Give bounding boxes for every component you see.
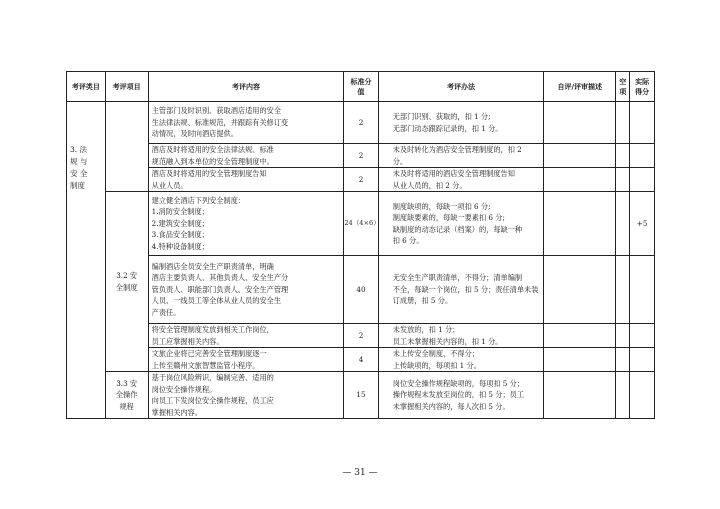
header-score: 标准分值 (344, 72, 378, 102)
self-eval-cell[interactable] (544, 168, 616, 192)
score-cell: 24（4×6） (344, 192, 378, 256)
text-line: 动情况，及时向酒店提供。 (151, 129, 238, 139)
text-line: 3. 法 (70, 145, 88, 154)
text-line: 上传缺项的，每项扣 1 分。 (392, 360, 481, 370)
item-cell (105, 192, 148, 372)
method-cell (378, 192, 544, 256)
table-row (67, 102, 655, 144)
text-line: 规程 (119, 401, 134, 411)
text-line: 缺制度的动态记录（档案）的，每缺一种 (392, 224, 523, 234)
text-line: 主管部门及时识别、获取酒店适用的安全 (151, 106, 282, 116)
empty-item-cell[interactable] (616, 256, 630, 324)
text-line: 酒店主要负责人、其他负责人、安全生产分 (151, 273, 289, 283)
text-line: 制度 (70, 181, 85, 190)
text-line: 3.2 安 (116, 271, 138, 280)
self-eval-cell[interactable] (544, 372, 616, 419)
text-line: 生法律法规、标准规范，并跟踪有关修订变 (151, 117, 289, 127)
page-number: — 31 — (342, 468, 378, 478)
text-line: 操作规程未发放至岗位的，扣 5 分；员工 (392, 390, 525, 400)
content-cell (148, 324, 344, 348)
method-cell (378, 102, 544, 144)
content-cell (148, 348, 344, 372)
item-cell (105, 372, 148, 419)
text-line: 酒店及时将适用的安全法律法规、标准 (151, 145, 274, 154)
empty-item-cell[interactable] (616, 168, 630, 192)
text-line: 上传至赣州文旅智慧监管小程序。 (151, 360, 260, 370)
content-cell (148, 192, 344, 256)
text-line: 未掌握相关内容的，每人次扣 5 分。 (392, 401, 510, 411)
text-line: 人员、一线员工等全体从业人员的安全生 (151, 296, 282, 306)
empty-item-cell[interactable] (616, 192, 630, 256)
empty-item-cell[interactable] (616, 324, 630, 348)
self-eval-cell[interactable] (544, 324, 616, 348)
text-line: 岗位安全操作规程缺项的，每项扣 5 分； (392, 378, 525, 388)
score-cell: 2 (344, 102, 378, 144)
self-eval-cell[interactable] (544, 192, 616, 256)
table-row (67, 348, 655, 372)
actual-score-cell[interactable] (630, 372, 655, 419)
text-line: 3.食品安全制度； (151, 230, 209, 240)
header-content: 考评内容 (148, 72, 344, 102)
content-cell (148, 168, 344, 192)
text-line: 无部门识别、获取的，扣 1 分; (392, 112, 491, 121)
table-row (67, 256, 655, 324)
text-line: 建立健全酒店下列安全制度： (151, 195, 246, 205)
actual-score-cell[interactable] (630, 348, 655, 372)
text-line: 编制酒店全员安全生产职责清单，明确 (151, 261, 274, 271)
text-line: 无部门动态跟踪记录的，扣 1 分。 (392, 123, 503, 133)
text-line: 安 全 (70, 169, 88, 178)
table-row (67, 168, 655, 192)
empty-item-cell[interactable] (616, 102, 630, 144)
text-line: 员工应掌握相关内容。 (151, 336, 224, 346)
actual-score-cell[interactable] (630, 168, 655, 192)
score-cell: 2 (344, 144, 378, 168)
text-line: 制度缺要素的，每缺一要素扣 6 分; (392, 213, 505, 222)
text-line: 未上传安全制度，不得分； (392, 349, 479, 358)
text-line: 规 与 (70, 157, 88, 166)
text-line: 不全，每缺一个岗位，扣 5 分；责任清单未装 (392, 284, 539, 294)
score-cell: 2 (344, 324, 378, 348)
actual-score-cell[interactable] (630, 256, 655, 324)
text-line: 订成册，扣 5 分。 (392, 296, 453, 306)
text-line: 管负责人、职能部门负责人、安全生产管理 (151, 284, 289, 294)
self-eval-cell[interactable] (544, 256, 616, 324)
text-line: 3.3 安 (116, 378, 138, 388)
method-cell (378, 168, 544, 192)
text-line: 从业人员的，扣 2 分。 (392, 180, 467, 190)
method-cell (378, 372, 544, 419)
content-cell (148, 256, 344, 324)
method-cell (378, 348, 544, 372)
text-line: 规范融入到本单位的安全管理制度中。 (151, 156, 274, 166)
text-line: 未及时转化为酒店安全管理制度的，扣 2 (392, 145, 522, 154)
text-line: 产责任。 (151, 307, 181, 317)
text-line: 分。 (392, 156, 408, 166)
self-eval-cell[interactable] (544, 144, 616, 168)
text-line: 全操作 (115, 390, 138, 400)
evaluation-table (66, 71, 655, 419)
text-line: 扣 6 分。 (392, 236, 424, 245)
text-line: 制度缺项的，每缺一项扣 6 分; (392, 201, 491, 211)
score-cell: 15 (344, 372, 378, 419)
content-cell (148, 372, 344, 419)
table-body (67, 102, 655, 419)
empty-item-cell[interactable] (616, 348, 630, 372)
method-cell (378, 144, 544, 168)
header-method: 考评办法 (378, 72, 544, 102)
score-cell: 2 (344, 168, 378, 192)
self-eval-cell[interactable] (544, 102, 616, 144)
actual-score-cell[interactable] (630, 144, 655, 168)
text-line: 掌握相关内容。 (151, 407, 202, 417)
text-line: 2.建筑安全制度； (151, 218, 209, 228)
text-line: 向员工下发岗位安全操作规程，员工应 (151, 396, 274, 405)
method-cell (378, 256, 544, 324)
table-row (67, 372, 655, 419)
text-line: 酒店及时将适用的安全管理制度告知 (151, 169, 267, 178)
empty-item-cell[interactable] (616, 144, 630, 168)
self-eval-cell[interactable] (544, 348, 616, 372)
table-row (67, 144, 655, 168)
content-cell (148, 102, 344, 144)
table-row (67, 324, 655, 348)
method-cell (378, 324, 544, 348)
text-line: 未发放的，扣 1 分； (392, 325, 460, 334)
text-line: 文旅企业将已完善安全管理制度逐一 (151, 349, 267, 358)
text-line: 全制度 (115, 282, 138, 292)
actual-score-cell[interactable]: +5 (630, 192, 655, 256)
text-line: 1.消防安全制度； (151, 207, 209, 217)
text-line: 4.特种设备制度； (151, 241, 209, 251)
text-line: 从业人员。 (151, 180, 188, 190)
header-actual: 实际得分 (630, 72, 655, 102)
text-line: 基于岗位风险辨识，编制完善、适用的 (151, 373, 274, 382)
score-cell: 40 (344, 256, 378, 324)
score-cell: 4 (344, 348, 378, 372)
item-cell (105, 102, 148, 192)
actual-score-cell[interactable] (630, 324, 655, 348)
header-row (67, 72, 655, 102)
text-line: 岗位安全操作规程。 (151, 384, 217, 394)
content-cell (148, 144, 344, 168)
table-row (67, 192, 655, 256)
header-item: 考评项目 (105, 72, 148, 102)
category-cell (67, 102, 106, 419)
text-line: 将安全管理制度发放到相关工作岗位， (151, 325, 274, 334)
header-self-eval: 自评/评审描述 (544, 72, 616, 102)
actual-score-cell[interactable] (630, 102, 655, 144)
text-line: 无安全生产职责清单，不得分；清单编制 (392, 273, 523, 283)
text-line: 员工未掌握相关内容的，扣 1 分。 (392, 336, 503, 346)
header-empty: 空项 (616, 72, 630, 102)
text-line: 未及时将适用的酒店安全管理制度告知 (392, 169, 515, 178)
empty-item-cell[interactable] (616, 372, 630, 419)
header-category: 考评类目 (67, 72, 106, 102)
